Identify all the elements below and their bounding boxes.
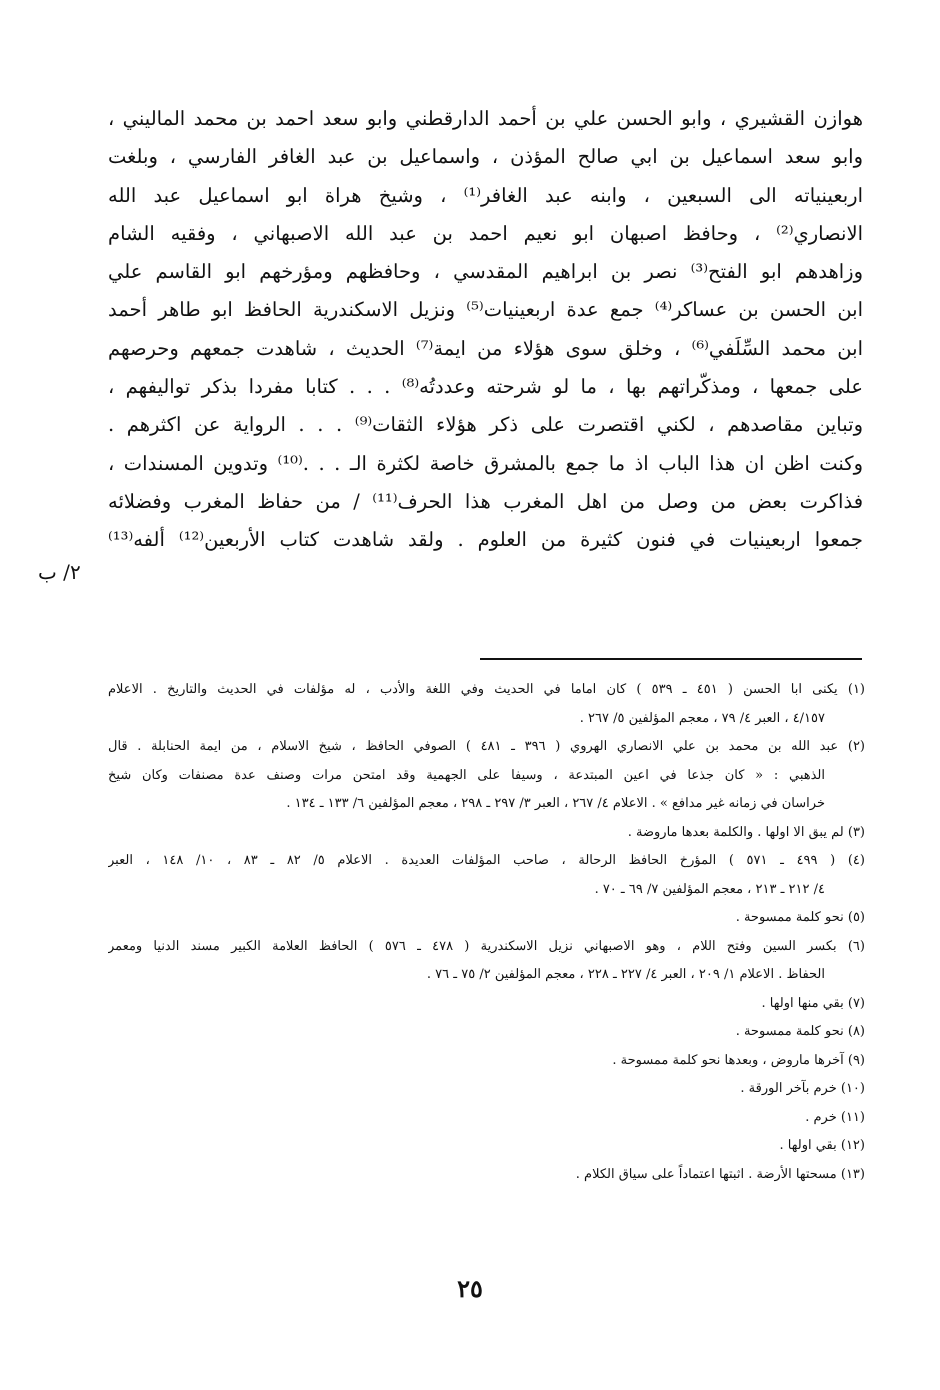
footnote-6-continued: الحفاظ . الاعلام ١/ ٢٠٩ ، العبر ٤/ ٢٢٧ ـ ٢٢٨ ، معجم المؤلفين ٢/ ٧٥ ـ ٧٦ . <box>426 967 825 982</box>
main-text-line: وتباين مقاصدهم ، لكني اقتصرت على ذكر هؤلاء الثقات⁽⁹⁾ . . . الرواية عن اكثرهم . <box>108 413 863 437</box>
main-text-line: اربعينياته الى السبعين ، وابنه عبد الغافر⁽¹⁾ ، وشيخ هراة ابو اسماعيل عبد الله <box>108 183 863 207</box>
main-text-line: فذاكرت بعض من وصل من اهل المغرب هذا الحرف⁽¹¹⁾ / من حفاظ المغرب وفضلائه <box>108 489 863 513</box>
footnote-8: (٨) نحو كلمة ممسوحة . <box>735 1024 865 1039</box>
folio-margin-note: ٢/ ب <box>38 560 81 584</box>
footnote-2-continued: الذهبي : « كان جذعا في اعين المبتدعة ، وسيفا على الجهمية وقد امتحن مرات وصنف عدة مصنفات وكان شيخ <box>108 767 825 783</box>
footnote-1-continued: ٤/١٥٧ ، العبر ٤/ ٧٩ ، معجم المؤلفين ٥/ ٢٦٧ . <box>579 710 825 726</box>
main-text-line: على جمعها ، ومذكّراتهم بها ، ما لو شرحته وعددتُه⁽⁸⁾ . . . كتابا مفردا بذكر تواليفهم ، <box>108 375 863 399</box>
footnote-11: (١١) خرم . <box>805 1109 865 1125</box>
footnote-2: (٢) عبد الله بن محمد بن علي الانصاري الهروي ( ٣٩٦ ـ ٤٨١ ) الصوفي الحافظ ، شيخ الاسلام ، من ايمة الحنابلة . قال <box>108 739 865 754</box>
footnote-9: (٩) آخرها ماروض ، وبعدها نحو كلمة ممسوحة . <box>612 1052 865 1068</box>
main-text-line: وابو سعد اسماعيل بن ابي صالح المؤذن ، واسماعيل بن عبد الغافر الفارسي ، وبلغت <box>108 145 863 169</box>
main-text-line: وزاهدهم ابو الفتح⁽³⁾ نصر بن ابراهيم المقدسي ، وحافظهم ومؤرخهم ابو القاسم علي <box>108 260 863 284</box>
main-text-line: هوازن القشيري ، وابو الحسن علي بن أحمد الدارقطني وابو سعد احمد بن محمد الماليني ، <box>108 107 863 130</box>
footnote-2-continued: خراسان في زمانه غير مدافع » . الاعلام ٤/ ٢٦٧ ، العبر ٣/ ٢٩٧ ـ ٢٩٨ ، معجم المؤلفين ٦/ ١٣٣ ـ ١٣٤ . <box>286 796 825 811</box>
main-text-line: ابن محمد السِّلَفي⁽⁶⁾ ، وخلق سوى هؤلاء من ايمة⁽⁷⁾ الحديث ، شاهدت جمعهم وحرصهم <box>108 336 863 360</box>
footnote-5: (٥) نحو كلمة ممسوحة . <box>735 910 865 925</box>
main-text-line: وكنت اظن ان هذا الباب اذ ما جمع بالمشرق خاصة لكثرة الـ . . .⁽¹⁰⁾ وتدوين المسندات ، <box>108 451 863 475</box>
footnote-10: (١٠) خرم بآخر الورقة . <box>740 1081 865 1096</box>
main-text-line: الانصاري⁽²⁾ ، وحافظ اصبهان ابو نعيم احمد بن عبد الله الاصبهاني ، وفقيه الشام <box>108 221 863 245</box>
main-text <box>108 100 863 560</box>
page-number: ٢٥ <box>457 1274 483 1303</box>
main-text-line: جمعوا اربعينيات في فنون كثيرة من العلوم . ولقد شاهدت كتاب الأربعين⁽¹²⁾ ألفه⁽¹³⁾ <box>108 528 863 552</box>
footnote-6: (٦) بكسر السين وفتح اللام ، وهو الاصبهاني نزيل الاسكندرية ( ٤٧٨ ـ ٥٧٦ ) الحافظ العلامة الكبير مسند الدنيا ومعمر <box>108 938 865 954</box>
footnote-3: (٣) لم يبق الا اولها . والكلمة بعدها ماروضة . <box>627 824 865 840</box>
footnotes <box>108 676 865 1189</box>
footnote-separator <box>480 658 862 660</box>
main-text-line: ابن الحسن بن عساكر⁽⁴⁾ جمع عدة اربعينيات⁽⁵⁾ ونزيل الاسكندرية الحافظ ابو طاهر أحمد <box>108 298 863 322</box>
footnote-12: (١٢) بقي اولها . <box>779 1138 865 1153</box>
footnote-1: (١) يكنى ابا الحسن ( ٤٥١ ـ ٥٣٩ ) كان اماما في الحديث وفي اللغة والأدب ، له مؤلفات في الحديث والتاريخ . الاعلام <box>108 682 865 697</box>
footnote-4-continued: ٤/ ٢١٢ ـ ٢١٣ ، معجم المؤلفين ٧/ ٦٩ ـ ٧٠ . <box>594 881 825 897</box>
footnote-4: (٤) ( ٤٩٩ ـ ٥٧١ ) المؤرخ الحافظ الرحالة ، صاحب المؤلفات العديدة . الاعلام ٥/ ٨٢ ـ ٨٣ ، ١٠/ ١٤٨ ، العبر <box>108 853 865 868</box>
footnote-13: (١٣) مسحتها الأرضة . اثبتها اعتماداً على سياق الكلام . <box>575 1166 865 1182</box>
footnote-7: (٧) بقي منها اولها . <box>761 995 865 1011</box>
